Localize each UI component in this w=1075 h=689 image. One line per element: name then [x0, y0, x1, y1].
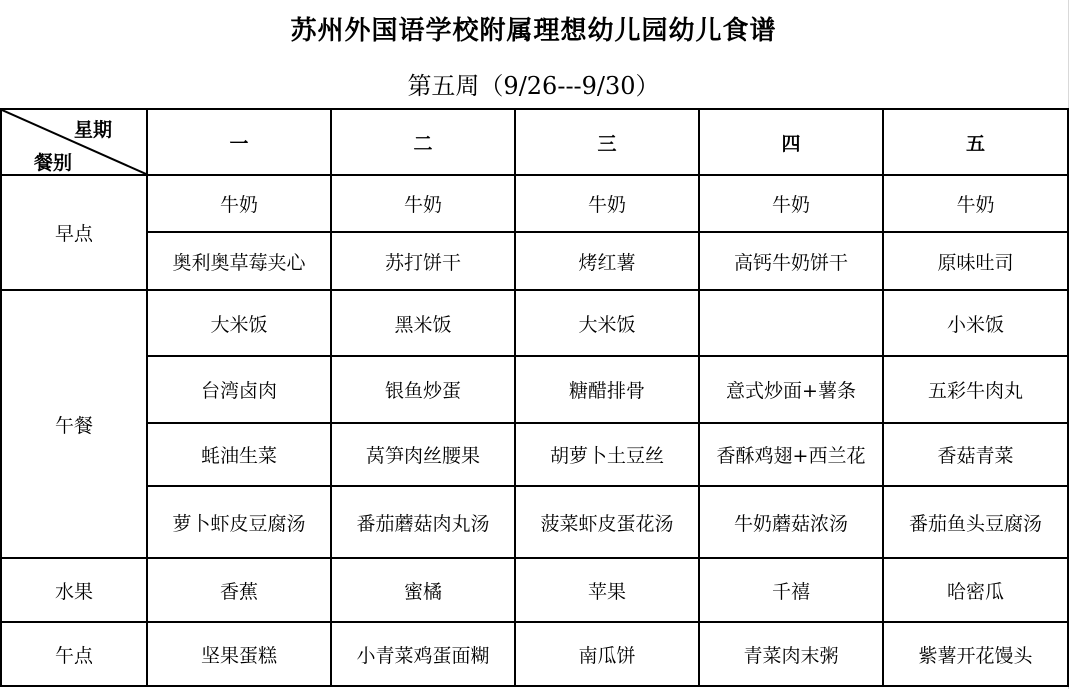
day-header-wed[interactable]: 三 [515, 109, 699, 175]
meal-fruit[interactable]: 水果 [1, 558, 147, 622]
table-row [1, 356, 1068, 423]
day-header-mon[interactable]: 一 [147, 109, 331, 175]
table-cell[interactable]: 番茄鱼头豆腐汤 [883, 486, 1068, 558]
meal-lunch[interactable]: 午餐 [1, 290, 147, 558]
table-cell[interactable]: 牛奶 [883, 175, 1068, 232]
table-row [1, 423, 1068, 486]
table-cell[interactable]: 莴笋肉丝腰果 [331, 423, 515, 486]
weekday-label: 星期 [74, 119, 113, 141]
table-cell[interactable]: 菠菜虾皮蛋花汤 [515, 486, 699, 558]
table-cell[interactable]: 香菇青菜 [883, 423, 1068, 486]
table-cell[interactable]: 哈密瓜 [883, 558, 1068, 622]
table-cell[interactable]: 苏打饼干 [331, 232, 515, 290]
table-row [1, 290, 1068, 356]
table-cell[interactable]: 青菜肉末粥 [699, 622, 883, 686]
table-cell[interactable]: 紫薯开花馒头 [883, 622, 1068, 686]
table-cell[interactable]: 胡萝卜土豆丝 [515, 423, 699, 486]
header-row [1, 109, 1068, 175]
day-header-tue[interactable]: 二 [331, 109, 515, 175]
table-cell[interactable]: 意式炒面+薯条 [699, 356, 883, 423]
day-header-fri[interactable]: 五 [883, 109, 1068, 175]
table-cell[interactable]: 香蕉 [147, 558, 331, 622]
table-cell[interactable]: 千禧 [699, 558, 883, 622]
table-cell[interactable]: 坚果蛋糕 [147, 622, 331, 686]
table-cell[interactable]: 牛奶蘑菇浓汤 [699, 486, 883, 558]
table-cell[interactable]: 烤红薯 [515, 232, 699, 290]
table-cell[interactable]: 牛奶 [331, 175, 515, 232]
table-cell[interactable]: 香酥鸡翅+西兰花 [699, 423, 883, 486]
table-cell[interactable]: 原味吐司 [883, 232, 1068, 290]
table-cell[interactable]: 小青菜鸡蛋面糊 [331, 622, 515, 686]
table-row [1, 175, 1068, 232]
table-cell[interactable]: 糖醋排骨 [515, 356, 699, 423]
table-cell[interactable]: 五彩牛肉丸 [883, 356, 1068, 423]
table-cell[interactable]: 黑米饭 [331, 290, 515, 356]
table-row [1, 232, 1068, 290]
table-cell[interactable]: 牛奶 [147, 175, 331, 232]
meal-label: 餐别 [34, 152, 73, 174]
page-title: 苏州外国语学校附属理想幼儿园幼儿食谱 [290, 15, 777, 46]
table-cell[interactable]: 苹果 [515, 558, 699, 622]
table-cell[interactable] [699, 290, 883, 356]
table-cell[interactable]: 牛奶 [515, 175, 699, 232]
table-cell[interactable]: 蜜橘 [331, 558, 515, 622]
table-cell[interactable]: 高钙牛奶饼干 [699, 232, 883, 290]
table-cell[interactable]: 大米饭 [147, 290, 331, 356]
table-cell[interactable]: 奥利奥草莓夹心 [147, 232, 331, 290]
menu-table [0, 108, 1069, 687]
table-row [1, 486, 1068, 558]
table-cell[interactable]: 萝卜虾皮豆腐汤 [147, 486, 331, 558]
table-cell[interactable]: 番茄蘑菇肉丸汤 [331, 486, 515, 558]
table-row [1, 558, 1068, 622]
day-header-thu[interactable]: 四 [699, 109, 883, 175]
table-cell[interactable]: 台湾卤肉 [147, 356, 331, 423]
table-cell[interactable]: 银鱼炒蛋 [331, 356, 515, 423]
table-cell[interactable]: 大米饭 [515, 290, 699, 356]
table-cell[interactable]: 蚝油生菜 [147, 423, 331, 486]
corner-cell[interactable] [1, 109, 147, 175]
week-subtitle: 第五周（9/26---9/30） [407, 71, 660, 100]
table-cell[interactable]: 牛奶 [699, 175, 883, 232]
meal-breakfast[interactable]: 早点 [1, 175, 147, 290]
meal-afternoon[interactable]: 午点 [1, 622, 147, 686]
table-cell[interactable]: 小米饭 [883, 290, 1068, 356]
table-cell[interactable]: 南瓜饼 [515, 622, 699, 686]
table-row [1, 622, 1068, 686]
